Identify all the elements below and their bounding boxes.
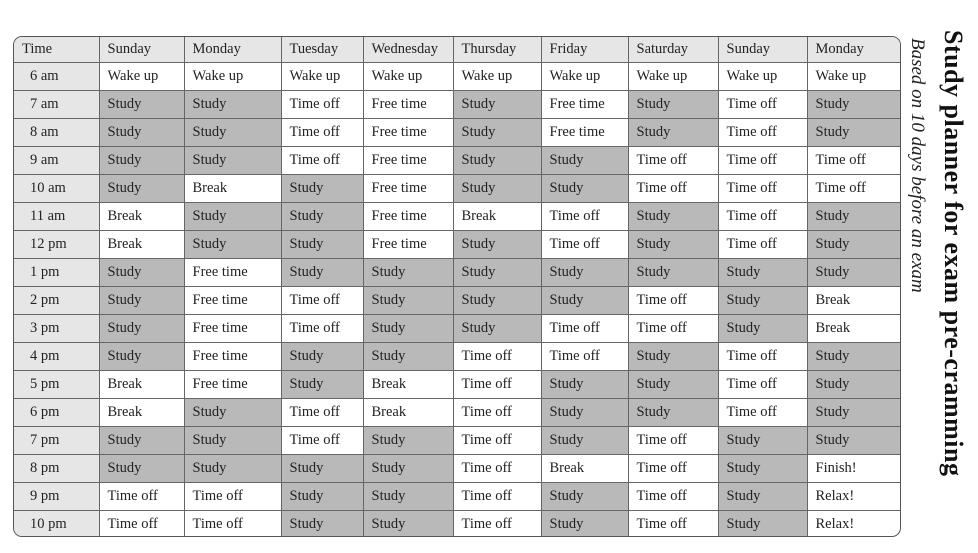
time-cell: 7 am xyxy=(14,91,99,119)
schedule-cell: Free time xyxy=(184,259,281,287)
schedule-cell: Time off xyxy=(453,455,541,483)
column-header-day-4: Wednesday xyxy=(363,37,453,63)
schedule-cell: Time off xyxy=(541,231,628,259)
schedule-cell: Study xyxy=(453,315,541,343)
schedule-cell: Study xyxy=(184,455,281,483)
schedule-cell: Study xyxy=(453,147,541,175)
schedule-cell: Time off xyxy=(718,231,807,259)
planner-table-container xyxy=(13,36,901,537)
schedule-cell: Time off xyxy=(281,119,363,147)
time-cell: 3 pm xyxy=(14,315,99,343)
schedule-cell: Study xyxy=(363,511,453,538)
schedule-cell: Study xyxy=(184,399,281,427)
schedule-cell: Study xyxy=(184,147,281,175)
table-row xyxy=(14,231,901,259)
schedule-cell: Time off xyxy=(453,511,541,538)
schedule-cell: Study xyxy=(99,287,184,315)
schedule-cell: Free time xyxy=(541,119,628,147)
schedule-cell: Study xyxy=(453,91,541,119)
schedule-cell: Time off xyxy=(628,147,718,175)
schedule-cell: Wake up xyxy=(628,63,718,91)
schedule-cell: Study xyxy=(628,371,718,399)
column-header-day-7: Saturday xyxy=(628,37,718,63)
schedule-cell: Study xyxy=(628,119,718,147)
page-subtitle: Based on 10 days before an exam xyxy=(907,38,928,293)
schedule-cell: Study xyxy=(453,231,541,259)
schedule-cell: Time off xyxy=(453,371,541,399)
schedule-cell: Break xyxy=(807,287,901,315)
schedule-cell: Study xyxy=(628,203,718,231)
schedule-cell: Free time xyxy=(184,343,281,371)
page-title: Study planner for exam pre-cramming xyxy=(939,30,968,477)
column-header-time: Time xyxy=(14,37,99,63)
schedule-cell: Study xyxy=(99,119,184,147)
table-row xyxy=(14,175,901,203)
schedule-cell: Time off xyxy=(718,175,807,203)
schedule-cell: Study xyxy=(99,259,184,287)
schedule-cell: Study xyxy=(807,343,901,371)
table-row xyxy=(14,91,901,119)
schedule-cell: Wake up xyxy=(363,63,453,91)
schedule-cell: Time off xyxy=(628,287,718,315)
schedule-cell: Free time xyxy=(363,91,453,119)
column-header-day-5: Thursday xyxy=(453,37,541,63)
schedule-cell: Study xyxy=(363,343,453,371)
schedule-cell: Free time xyxy=(184,287,281,315)
header-row xyxy=(14,37,901,63)
schedule-cell: Study xyxy=(718,455,807,483)
schedule-cell: Break xyxy=(99,231,184,259)
schedule-cell: Time off xyxy=(628,315,718,343)
schedule-cell: Study xyxy=(363,259,453,287)
schedule-cell: Break xyxy=(541,455,628,483)
schedule-cell: Time off xyxy=(718,119,807,147)
time-cell: 8 pm xyxy=(14,455,99,483)
schedule-cell: Free time xyxy=(363,119,453,147)
schedule-cell: Study xyxy=(184,231,281,259)
schedule-cell: Break xyxy=(99,203,184,231)
time-cell: 4 pm xyxy=(14,343,99,371)
schedule-cell: Break xyxy=(99,399,184,427)
schedule-cell: Relax! xyxy=(807,483,901,511)
table-row xyxy=(14,315,901,343)
schedule-cell: Time off xyxy=(99,483,184,511)
column-header-day-9: Monday xyxy=(807,37,901,63)
schedule-cell: Study xyxy=(281,175,363,203)
schedule-cell: Study xyxy=(363,315,453,343)
schedule-cell: Time off xyxy=(453,343,541,371)
schedule-cell: Study xyxy=(281,455,363,483)
schedule-cell: Time off xyxy=(718,399,807,427)
schedule-cell: Study xyxy=(807,203,901,231)
time-cell: 1 pm xyxy=(14,259,99,287)
study-planner-table xyxy=(14,37,901,537)
schedule-cell: Study xyxy=(281,231,363,259)
time-cell: 6 pm xyxy=(14,399,99,427)
table-row xyxy=(14,511,901,538)
schedule-cell: Time off xyxy=(281,399,363,427)
schedule-cell: Break xyxy=(363,399,453,427)
schedule-cell: Time off xyxy=(718,343,807,371)
time-cell: 2 pm xyxy=(14,287,99,315)
schedule-cell: Study xyxy=(281,203,363,231)
schedule-cell: Free time xyxy=(541,91,628,119)
table-row xyxy=(14,343,901,371)
schedule-cell: Study xyxy=(807,119,901,147)
schedule-cell: Wake up xyxy=(718,63,807,91)
schedule-cell: Time off xyxy=(628,483,718,511)
schedule-cell: Study xyxy=(718,259,807,287)
schedule-cell: Time off xyxy=(807,175,901,203)
schedule-cell: Study xyxy=(541,259,628,287)
schedule-cell: Time off xyxy=(453,427,541,455)
table-row xyxy=(14,259,901,287)
column-header-day-1: Sunday xyxy=(99,37,184,63)
schedule-cell: Relax! xyxy=(807,511,901,538)
time-cell: 6 am xyxy=(14,63,99,91)
schedule-cell: Time off xyxy=(628,175,718,203)
schedule-cell: Finish! xyxy=(807,455,901,483)
schedule-cell: Study xyxy=(99,343,184,371)
schedule-cell: Study xyxy=(807,371,901,399)
schedule-cell: Time off xyxy=(281,315,363,343)
table-row xyxy=(14,399,901,427)
schedule-cell: Time off xyxy=(184,511,281,538)
schedule-cell: Time off xyxy=(541,315,628,343)
schedule-cell: Study xyxy=(718,427,807,455)
time-cell: 9 am xyxy=(14,147,99,175)
schedule-cell: Wake up xyxy=(807,63,901,91)
schedule-cell: Time off xyxy=(718,147,807,175)
schedule-cell: Break xyxy=(184,175,281,203)
schedule-cell: Study xyxy=(99,91,184,119)
schedule-cell: Free time xyxy=(363,175,453,203)
table-row xyxy=(14,455,901,483)
schedule-cell: Study xyxy=(184,91,281,119)
schedule-cell: Study xyxy=(363,483,453,511)
schedule-cell: Study xyxy=(184,119,281,147)
schedule-cell: Wake up xyxy=(184,63,281,91)
schedule-cell: Study xyxy=(281,483,363,511)
schedule-cell: Study xyxy=(453,175,541,203)
schedule-cell: Study xyxy=(281,343,363,371)
schedule-cell: Study xyxy=(541,175,628,203)
schedule-cell: Time off xyxy=(807,147,901,175)
column-header-day-2: Monday xyxy=(184,37,281,63)
schedule-cell: Time off xyxy=(718,203,807,231)
schedule-cell: Study xyxy=(718,315,807,343)
schedule-cell: Free time xyxy=(184,371,281,399)
schedule-cell: Study xyxy=(718,483,807,511)
schedule-cell: Time off xyxy=(281,91,363,119)
time-cell: 8 am xyxy=(14,119,99,147)
schedule-cell: Study xyxy=(628,399,718,427)
schedule-cell: Study xyxy=(184,427,281,455)
schedule-cell: Time off xyxy=(453,399,541,427)
schedule-cell: Study xyxy=(628,91,718,119)
table-row xyxy=(14,119,901,147)
table-row xyxy=(14,287,901,315)
schedule-cell: Study xyxy=(541,371,628,399)
time-cell: 12 pm xyxy=(14,231,99,259)
schedule-cell: Study xyxy=(453,119,541,147)
table-row xyxy=(14,483,901,511)
table-row xyxy=(14,371,901,399)
schedule-cell: Break xyxy=(453,203,541,231)
schedule-cell: Study xyxy=(453,287,541,315)
schedule-cell: Study xyxy=(99,455,184,483)
schedule-cell: Study xyxy=(541,147,628,175)
schedule-cell: Free time xyxy=(363,147,453,175)
table-row xyxy=(14,147,901,175)
schedule-cell: Study xyxy=(807,427,901,455)
schedule-cell: Time off xyxy=(453,483,541,511)
schedule-cell: Study xyxy=(807,91,901,119)
schedule-cell: Time off xyxy=(718,371,807,399)
column-header-day-3: Tuesday xyxy=(281,37,363,63)
schedule-cell: Wake up xyxy=(99,63,184,91)
schedule-cell: Time off xyxy=(628,455,718,483)
schedule-cell: Wake up xyxy=(453,63,541,91)
schedule-cell: Study xyxy=(718,287,807,315)
schedule-cell: Break xyxy=(363,371,453,399)
schedule-cell: Wake up xyxy=(281,63,363,91)
time-cell: 5 pm xyxy=(14,371,99,399)
schedule-cell: Study xyxy=(807,399,901,427)
schedule-cell: Study xyxy=(363,427,453,455)
schedule-cell: Study xyxy=(541,483,628,511)
schedule-cell: Study xyxy=(541,399,628,427)
schedule-cell: Time off xyxy=(281,147,363,175)
schedule-cell: Study xyxy=(281,511,363,538)
schedule-cell: Study xyxy=(99,147,184,175)
schedule-cell: Time off xyxy=(184,483,281,511)
column-header-day-8: Sunday xyxy=(718,37,807,63)
schedule-cell: Study xyxy=(184,203,281,231)
schedule-cell: Study xyxy=(281,259,363,287)
schedule-cell: Time off xyxy=(628,427,718,455)
schedule-cell: Study xyxy=(363,287,453,315)
schedule-cell: Study xyxy=(628,231,718,259)
time-cell: 10 pm xyxy=(14,511,99,538)
schedule-cell: Time off xyxy=(99,511,184,538)
schedule-cell: Study xyxy=(628,259,718,287)
schedule-cell: Study xyxy=(541,287,628,315)
schedule-cell: Study xyxy=(453,259,541,287)
schedule-cell: Break xyxy=(807,315,901,343)
planner-body xyxy=(14,63,901,538)
schedule-cell: Study xyxy=(807,259,901,287)
table-row xyxy=(14,63,901,91)
schedule-cell: Study xyxy=(541,511,628,538)
schedule-cell: Study xyxy=(628,343,718,371)
schedule-cell: Study xyxy=(363,455,453,483)
column-header-day-6: Friday xyxy=(541,37,628,63)
schedule-cell: Wake up xyxy=(541,63,628,91)
time-cell: 7 pm xyxy=(14,427,99,455)
schedule-cell: Time off xyxy=(281,287,363,315)
schedule-cell: Time off xyxy=(281,427,363,455)
schedule-cell: Study xyxy=(718,511,807,538)
schedule-cell: Time off xyxy=(718,91,807,119)
schedule-cell: Time off xyxy=(541,343,628,371)
schedule-cell: Study xyxy=(99,175,184,203)
schedule-cell: Time off xyxy=(628,511,718,538)
time-cell: 10 am xyxy=(14,175,99,203)
schedule-cell: Break xyxy=(99,371,184,399)
schedule-cell: Time off xyxy=(541,203,628,231)
table-row xyxy=(14,427,901,455)
schedule-cell: Study xyxy=(99,427,184,455)
schedule-cell: Free time xyxy=(363,203,453,231)
schedule-cell: Free time xyxy=(363,231,453,259)
schedule-cell: Study xyxy=(99,315,184,343)
time-cell: 11 am xyxy=(14,203,99,231)
schedule-cell: Study xyxy=(281,371,363,399)
schedule-cell: Study xyxy=(541,427,628,455)
schedule-cell: Free time xyxy=(184,315,281,343)
schedule-cell: Study xyxy=(807,231,901,259)
time-cell: 9 pm xyxy=(14,483,99,511)
table-row xyxy=(14,203,901,231)
